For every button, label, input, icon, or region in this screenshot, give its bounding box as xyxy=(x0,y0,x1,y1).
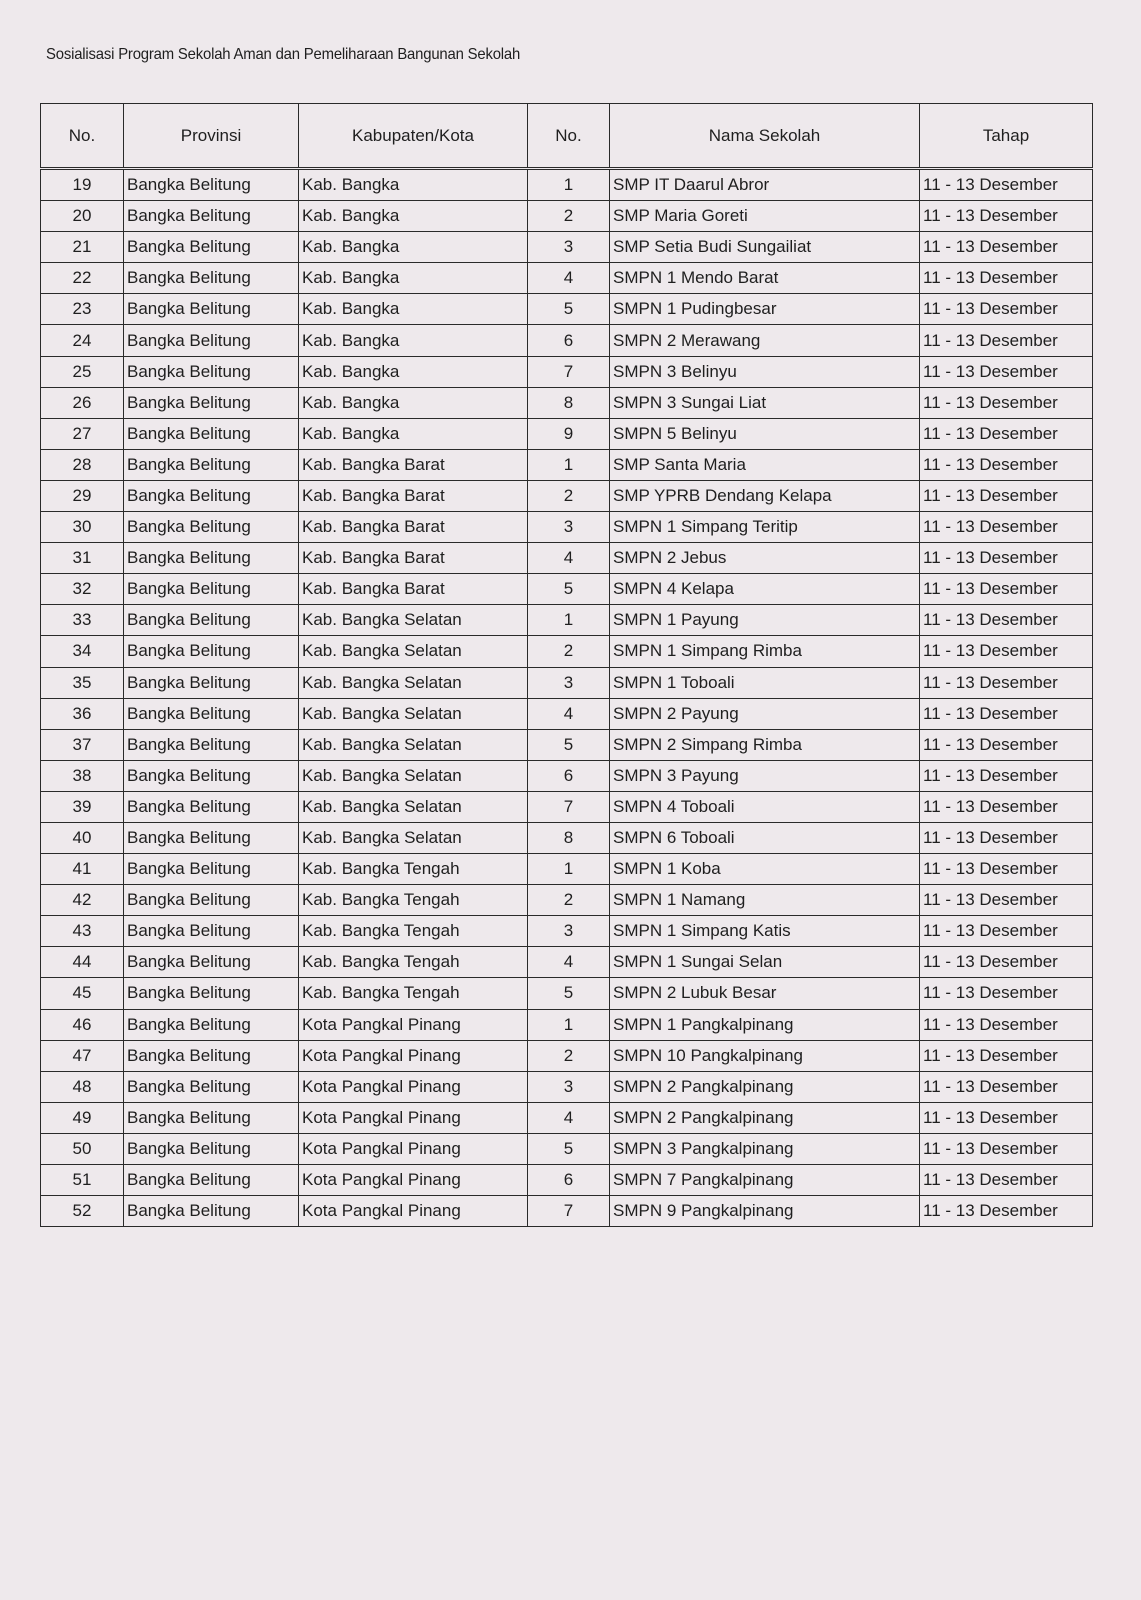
row-nama-sekolah: SMPN 2 Simpang Rimba xyxy=(610,729,920,760)
table-row xyxy=(41,605,1093,636)
row-kabupaten-kota: Kab. Bangka Selatan xyxy=(299,791,528,822)
row-tahap: 11 - 13 Desember xyxy=(920,1071,1093,1102)
row-provinsi: Bangka Belitung xyxy=(124,916,299,947)
row-no-sekolah: 2 xyxy=(528,636,610,667)
row-tahap: 11 - 13 Desember xyxy=(920,512,1093,543)
row-tahap: 11 - 13 Desember xyxy=(920,636,1093,667)
table-row xyxy=(41,854,1093,885)
row-nama-sekolah: SMPN 1 Simpang Teritip xyxy=(610,512,920,543)
row-no-sekolah: 8 xyxy=(528,822,610,853)
row-tahap: 11 - 13 Desember xyxy=(920,947,1093,978)
row-tahap: 11 - 13 Desember xyxy=(920,1040,1093,1071)
row-nama-sekolah: SMP Santa Maria xyxy=(610,449,920,480)
row-nama-sekolah: SMPN 2 Payung xyxy=(610,698,920,729)
row-kabupaten-kota: Kab. Bangka Selatan xyxy=(299,605,528,636)
row-kabupaten-kota: Kab. Bangka xyxy=(299,387,528,418)
row-provinsi: Bangka Belitung xyxy=(124,760,299,791)
row-nama-sekolah: SMPN 2 Pangkalpinang xyxy=(610,1102,920,1133)
row-nama-sekolah: SMPN 3 Payung xyxy=(610,760,920,791)
row-no-sekolah: 3 xyxy=(528,667,610,698)
row-no: 36 xyxy=(41,698,124,729)
table-row xyxy=(41,698,1093,729)
row-kabupaten-kota: Kab. Bangka Tengah xyxy=(299,916,528,947)
row-provinsi: Bangka Belitung xyxy=(124,480,299,511)
row-nama-sekolah: SMPN 1 Sungai Selan xyxy=(610,947,920,978)
row-no-sekolah: 7 xyxy=(528,356,610,387)
row-nama-sekolah: SMPN 1 Mendo Barat xyxy=(610,263,920,294)
row-nama-sekolah: SMP Maria Goreti xyxy=(610,201,920,232)
row-no-sekolah: 3 xyxy=(528,512,610,543)
row-nama-sekolah: SMPN 1 Pangkalpinang xyxy=(610,1009,920,1040)
row-nama-sekolah: SMPN 1 Simpang Katis xyxy=(610,916,920,947)
row-no-sekolah: 4 xyxy=(528,698,610,729)
row-provinsi: Bangka Belitung xyxy=(124,449,299,480)
row-nama-sekolah: SMPN 10 Pangkalpinang xyxy=(610,1040,920,1071)
row-nama-sekolah: SMP YPRB Dendang Kelapa xyxy=(610,480,920,511)
table-row xyxy=(41,822,1093,853)
row-no-sekolah: 6 xyxy=(528,1165,610,1196)
row-kabupaten-kota: Kab. Bangka Selatan xyxy=(299,822,528,853)
row-no: 28 xyxy=(41,449,124,480)
row-no: 21 xyxy=(41,232,124,263)
row-no: 29 xyxy=(41,480,124,511)
row-provinsi: Bangka Belitung xyxy=(124,885,299,916)
row-tahap: 11 - 13 Desember xyxy=(920,698,1093,729)
row-no-sekolah: 5 xyxy=(528,294,610,325)
row-kabupaten-kota: Kab. Bangka Selatan xyxy=(299,760,528,791)
table-row xyxy=(41,1165,1093,1196)
row-no-sekolah: 5 xyxy=(528,1133,610,1164)
row-no: 25 xyxy=(41,356,124,387)
row-no-sekolah: 5 xyxy=(528,978,610,1009)
row-tahap: 11 - 13 Desember xyxy=(920,356,1093,387)
row-kabupaten-kota: Kab. Bangka xyxy=(299,356,528,387)
row-provinsi: Bangka Belitung xyxy=(124,232,299,263)
table-row xyxy=(41,263,1093,294)
header-no-sekolah: No. xyxy=(528,104,610,169)
header-tahap: Tahap xyxy=(920,104,1093,169)
row-kabupaten-kota: Kab. Bangka Barat xyxy=(299,480,528,511)
row-no: 22 xyxy=(41,263,124,294)
row-no: 34 xyxy=(41,636,124,667)
table-row xyxy=(41,729,1093,760)
row-kabupaten-kota: Kab. Bangka Barat xyxy=(299,574,528,605)
row-no-sekolah: 4 xyxy=(528,1102,610,1133)
row-provinsi: Bangka Belitung xyxy=(124,263,299,294)
row-nama-sekolah: SMPN 5 Belinyu xyxy=(610,418,920,449)
table-row xyxy=(41,1196,1093,1227)
table-row xyxy=(41,1133,1093,1164)
row-tahap: 11 - 13 Desember xyxy=(920,480,1093,511)
row-nama-sekolah: SMPN 1 Toboali xyxy=(610,667,920,698)
row-tahap: 11 - 13 Desember xyxy=(920,667,1093,698)
row-provinsi: Bangka Belitung xyxy=(124,605,299,636)
row-nama-sekolah: SMPN 2 Jebus xyxy=(610,543,920,574)
row-no-sekolah: 6 xyxy=(528,760,610,791)
row-tahap: 11 - 13 Desember xyxy=(920,916,1093,947)
row-tahap: 11 - 13 Desember xyxy=(920,1165,1093,1196)
table-row xyxy=(41,325,1093,356)
row-tahap: 11 - 13 Desember xyxy=(920,605,1093,636)
row-kabupaten-kota: Kab. Bangka Tengah xyxy=(299,885,528,916)
row-provinsi: Bangka Belitung xyxy=(124,1009,299,1040)
row-no-sekolah: 6 xyxy=(528,325,610,356)
row-tahap: 11 - 13 Desember xyxy=(920,1102,1093,1133)
row-tahap: 11 - 13 Desember xyxy=(920,574,1093,605)
row-no-sekolah: 1 xyxy=(528,1009,610,1040)
row-tahap: 11 - 13 Desember xyxy=(920,854,1093,885)
row-nama-sekolah: SMPN 2 Merawang xyxy=(610,325,920,356)
table-row xyxy=(41,232,1093,263)
table-row xyxy=(41,760,1093,791)
row-no: 48 xyxy=(41,1071,124,1102)
row-nama-sekolah: SMPN 3 Sungai Liat xyxy=(610,387,920,418)
table-row xyxy=(41,294,1093,325)
row-provinsi: Bangka Belitung xyxy=(124,387,299,418)
row-tahap: 11 - 13 Desember xyxy=(920,325,1093,356)
row-tahap: 11 - 13 Desember xyxy=(920,978,1093,1009)
row-tahap: 11 - 13 Desember xyxy=(920,449,1093,480)
row-no-sekolah: 3 xyxy=(528,232,610,263)
row-provinsi: Bangka Belitung xyxy=(124,1133,299,1164)
table-row xyxy=(41,387,1093,418)
row-tahap: 11 - 13 Desember xyxy=(920,387,1093,418)
row-provinsi: Bangka Belitung xyxy=(124,978,299,1009)
row-no: 27 xyxy=(41,418,124,449)
row-no: 49 xyxy=(41,1102,124,1133)
row-nama-sekolah: SMP Setia Budi Sungailiat xyxy=(610,232,920,263)
row-kabupaten-kota: Kab. Bangka Selatan xyxy=(299,729,528,760)
row-provinsi: Bangka Belitung xyxy=(124,543,299,574)
table-row xyxy=(41,449,1093,480)
row-provinsi: Bangka Belitung xyxy=(124,325,299,356)
row-provinsi: Bangka Belitung xyxy=(124,636,299,667)
row-no-sekolah: 8 xyxy=(528,387,610,418)
row-provinsi: Bangka Belitung xyxy=(124,1165,299,1196)
row-provinsi: Bangka Belitung xyxy=(124,1040,299,1071)
row-tahap: 11 - 13 Desember xyxy=(920,1009,1093,1040)
row-nama-sekolah: SMPN 3 Belinyu xyxy=(610,356,920,387)
row-provinsi: Bangka Belitung xyxy=(124,729,299,760)
table-row xyxy=(41,1009,1093,1040)
row-no: 40 xyxy=(41,822,124,853)
row-no: 37 xyxy=(41,729,124,760)
row-no: 31 xyxy=(41,543,124,574)
row-nama-sekolah: SMPN 3 Pangkalpinang xyxy=(610,1133,920,1164)
row-tahap: 11 - 13 Desember xyxy=(920,263,1093,294)
row-tahap: 11 - 13 Desember xyxy=(920,760,1093,791)
row-tahap: 11 - 13 Desember xyxy=(920,169,1093,201)
row-kabupaten-kota: Kab. Bangka xyxy=(299,418,528,449)
row-kabupaten-kota: Kota Pangkal Pinang xyxy=(299,1102,528,1133)
row-nama-sekolah: SMPN 6 Toboali xyxy=(610,822,920,853)
table-row xyxy=(41,1040,1093,1071)
row-no: 23 xyxy=(41,294,124,325)
row-nama-sekolah: SMPN 1 Koba xyxy=(610,854,920,885)
page-title: Sosialisasi Program Sekolah Aman dan Pemeliharaan Bangunan Sekolah xyxy=(46,46,521,63)
row-kabupaten-kota: Kota Pangkal Pinang xyxy=(299,1040,528,1071)
row-kabupaten-kota: Kab. Bangka xyxy=(299,169,528,201)
table-row xyxy=(41,512,1093,543)
row-nama-sekolah: SMP IT Daarul Abror xyxy=(610,169,920,201)
row-tahap: 11 - 13 Desember xyxy=(920,294,1093,325)
row-provinsi: Bangka Belitung xyxy=(124,512,299,543)
table-row xyxy=(41,947,1093,978)
row-tahap: 11 - 13 Desember xyxy=(920,1133,1093,1164)
table-body xyxy=(41,169,1093,1227)
school-table xyxy=(40,103,1093,1227)
row-nama-sekolah: SMPN 1 Namang xyxy=(610,885,920,916)
table-row xyxy=(41,978,1093,1009)
row-no: 38 xyxy=(41,760,124,791)
row-nama-sekolah: SMPN 1 Pudingbesar xyxy=(610,294,920,325)
row-no: 32 xyxy=(41,574,124,605)
table-row xyxy=(41,1071,1093,1102)
row-no-sekolah: 1 xyxy=(528,854,610,885)
table-row xyxy=(41,201,1093,232)
row-kabupaten-kota: Kab. Bangka xyxy=(299,201,528,232)
table-row xyxy=(41,574,1093,605)
table-row xyxy=(41,480,1093,511)
row-no: 33 xyxy=(41,605,124,636)
header-nama-sekolah: Nama Sekolah xyxy=(610,104,920,169)
row-provinsi: Bangka Belitung xyxy=(124,1071,299,1102)
row-kabupaten-kota: Kab. Bangka xyxy=(299,325,528,356)
row-no: 41 xyxy=(41,854,124,885)
header-kabupaten-kota: Kabupaten/Kota xyxy=(299,104,528,169)
row-no-sekolah: 5 xyxy=(528,729,610,760)
row-no: 45 xyxy=(41,978,124,1009)
row-tahap: 11 - 13 Desember xyxy=(920,885,1093,916)
row-no-sekolah: 9 xyxy=(528,418,610,449)
row-nama-sekolah: SMPN 1 Payung xyxy=(610,605,920,636)
row-kabupaten-kota: Kab. Bangka Selatan xyxy=(299,636,528,667)
row-tahap: 11 - 13 Desember xyxy=(920,201,1093,232)
row-nama-sekolah: SMPN 1 Simpang Rimba xyxy=(610,636,920,667)
row-nama-sekolah: SMPN 4 Toboali xyxy=(610,791,920,822)
row-no-sekolah: 4 xyxy=(528,543,610,574)
row-tahap: 11 - 13 Desember xyxy=(920,791,1093,822)
row-provinsi: Bangka Belitung xyxy=(124,667,299,698)
row-tahap: 11 - 13 Desember xyxy=(920,822,1093,853)
row-no-sekolah: 3 xyxy=(528,1071,610,1102)
row-no-sekolah: 2 xyxy=(528,480,610,511)
row-kabupaten-kota: Kota Pangkal Pinang xyxy=(299,1133,528,1164)
table-row xyxy=(41,667,1093,698)
table-row xyxy=(41,356,1093,387)
table-row xyxy=(41,418,1093,449)
row-kabupaten-kota: Kab. Bangka xyxy=(299,263,528,294)
row-nama-sekolah: SMPN 7 Pangkalpinang xyxy=(610,1165,920,1196)
row-no-sekolah: 7 xyxy=(528,1196,610,1227)
row-kabupaten-kota: Kab. Bangka Tengah xyxy=(299,978,528,1009)
row-kabupaten-kota: Kota Pangkal Pinang xyxy=(299,1071,528,1102)
row-no: 44 xyxy=(41,947,124,978)
row-no-sekolah: 1 xyxy=(528,449,610,480)
row-no: 24 xyxy=(41,325,124,356)
row-kabupaten-kota: Kab. Bangka Barat xyxy=(299,512,528,543)
row-nama-sekolah: SMPN 9 Pangkalpinang xyxy=(610,1196,920,1227)
row-provinsi: Bangka Belitung xyxy=(124,947,299,978)
row-tahap: 11 - 13 Desember xyxy=(920,232,1093,263)
row-no: 42 xyxy=(41,885,124,916)
table-row xyxy=(41,169,1093,201)
row-kabupaten-kota: Kab. Bangka Tengah xyxy=(299,854,528,885)
row-no: 20 xyxy=(41,201,124,232)
header-no: No. xyxy=(41,104,124,169)
row-nama-sekolah: SMPN 2 Pangkalpinang xyxy=(610,1071,920,1102)
row-no-sekolah: 2 xyxy=(528,1040,610,1071)
row-kabupaten-kota: Kota Pangkal Pinang xyxy=(299,1165,528,1196)
row-no: 51 xyxy=(41,1165,124,1196)
row-kabupaten-kota: Kab. Bangka Barat xyxy=(299,449,528,480)
row-no: 35 xyxy=(41,667,124,698)
table-header xyxy=(41,104,1093,169)
row-kabupaten-kota: Kab. Bangka Barat xyxy=(299,543,528,574)
row-provinsi: Bangka Belitung xyxy=(124,294,299,325)
row-no: 50 xyxy=(41,1133,124,1164)
row-provinsi: Bangka Belitung xyxy=(124,1196,299,1227)
row-no-sekolah: 2 xyxy=(528,885,610,916)
row-provinsi: Bangka Belitung xyxy=(124,356,299,387)
row-no-sekolah: 5 xyxy=(528,574,610,605)
row-no-sekolah: 7 xyxy=(528,791,610,822)
row-kabupaten-kota: Kab. Bangka xyxy=(299,232,528,263)
row-nama-sekolah: SMPN 2 Lubuk Besar xyxy=(610,978,920,1009)
row-provinsi: Bangka Belitung xyxy=(124,574,299,605)
row-provinsi: Bangka Belitung xyxy=(124,201,299,232)
table-row xyxy=(41,636,1093,667)
row-kabupaten-kota: Kab. Bangka Selatan xyxy=(299,698,528,729)
row-no-sekolah: 1 xyxy=(528,169,610,201)
row-kabupaten-kota: Kota Pangkal Pinang xyxy=(299,1009,528,1040)
row-no: 39 xyxy=(41,791,124,822)
row-provinsi: Bangka Belitung xyxy=(124,418,299,449)
row-tahap: 11 - 13 Desember xyxy=(920,543,1093,574)
row-no-sekolah: 4 xyxy=(528,947,610,978)
row-no-sekolah: 1 xyxy=(528,605,610,636)
row-no-sekolah: 2 xyxy=(528,201,610,232)
row-provinsi: Bangka Belitung xyxy=(124,854,299,885)
row-provinsi: Bangka Belitung xyxy=(124,169,299,201)
row-no-sekolah: 4 xyxy=(528,263,610,294)
row-kabupaten-kota: Kab. Bangka xyxy=(299,294,528,325)
row-kabupaten-kota: Kab. Bangka Tengah xyxy=(299,947,528,978)
row-nama-sekolah: SMPN 4 Kelapa xyxy=(610,574,920,605)
row-provinsi: Bangka Belitung xyxy=(124,1102,299,1133)
table-row xyxy=(41,885,1093,916)
row-kabupaten-kota: Kota Pangkal Pinang xyxy=(299,1196,528,1227)
row-tahap: 11 - 13 Desember xyxy=(920,1196,1093,1227)
row-no: 46 xyxy=(41,1009,124,1040)
table-row xyxy=(41,543,1093,574)
row-tahap: 11 - 13 Desember xyxy=(920,729,1093,760)
header-provinsi: Provinsi xyxy=(124,104,299,169)
row-no: 47 xyxy=(41,1040,124,1071)
table-row xyxy=(41,916,1093,947)
row-no: 43 xyxy=(41,916,124,947)
row-provinsi: Bangka Belitung xyxy=(124,822,299,853)
table-row xyxy=(41,791,1093,822)
table-header-row xyxy=(41,104,1093,169)
table-row xyxy=(41,1102,1093,1133)
row-no: 26 xyxy=(41,387,124,418)
row-provinsi: Bangka Belitung xyxy=(124,698,299,729)
row-tahap: 11 - 13 Desember xyxy=(920,418,1093,449)
row-kabupaten-kota: Kab. Bangka Selatan xyxy=(299,667,528,698)
row-no: 30 xyxy=(41,512,124,543)
row-provinsi: Bangka Belitung xyxy=(124,791,299,822)
row-no: 19 xyxy=(41,169,124,201)
row-no-sekolah: 3 xyxy=(528,916,610,947)
row-no: 52 xyxy=(41,1196,124,1227)
